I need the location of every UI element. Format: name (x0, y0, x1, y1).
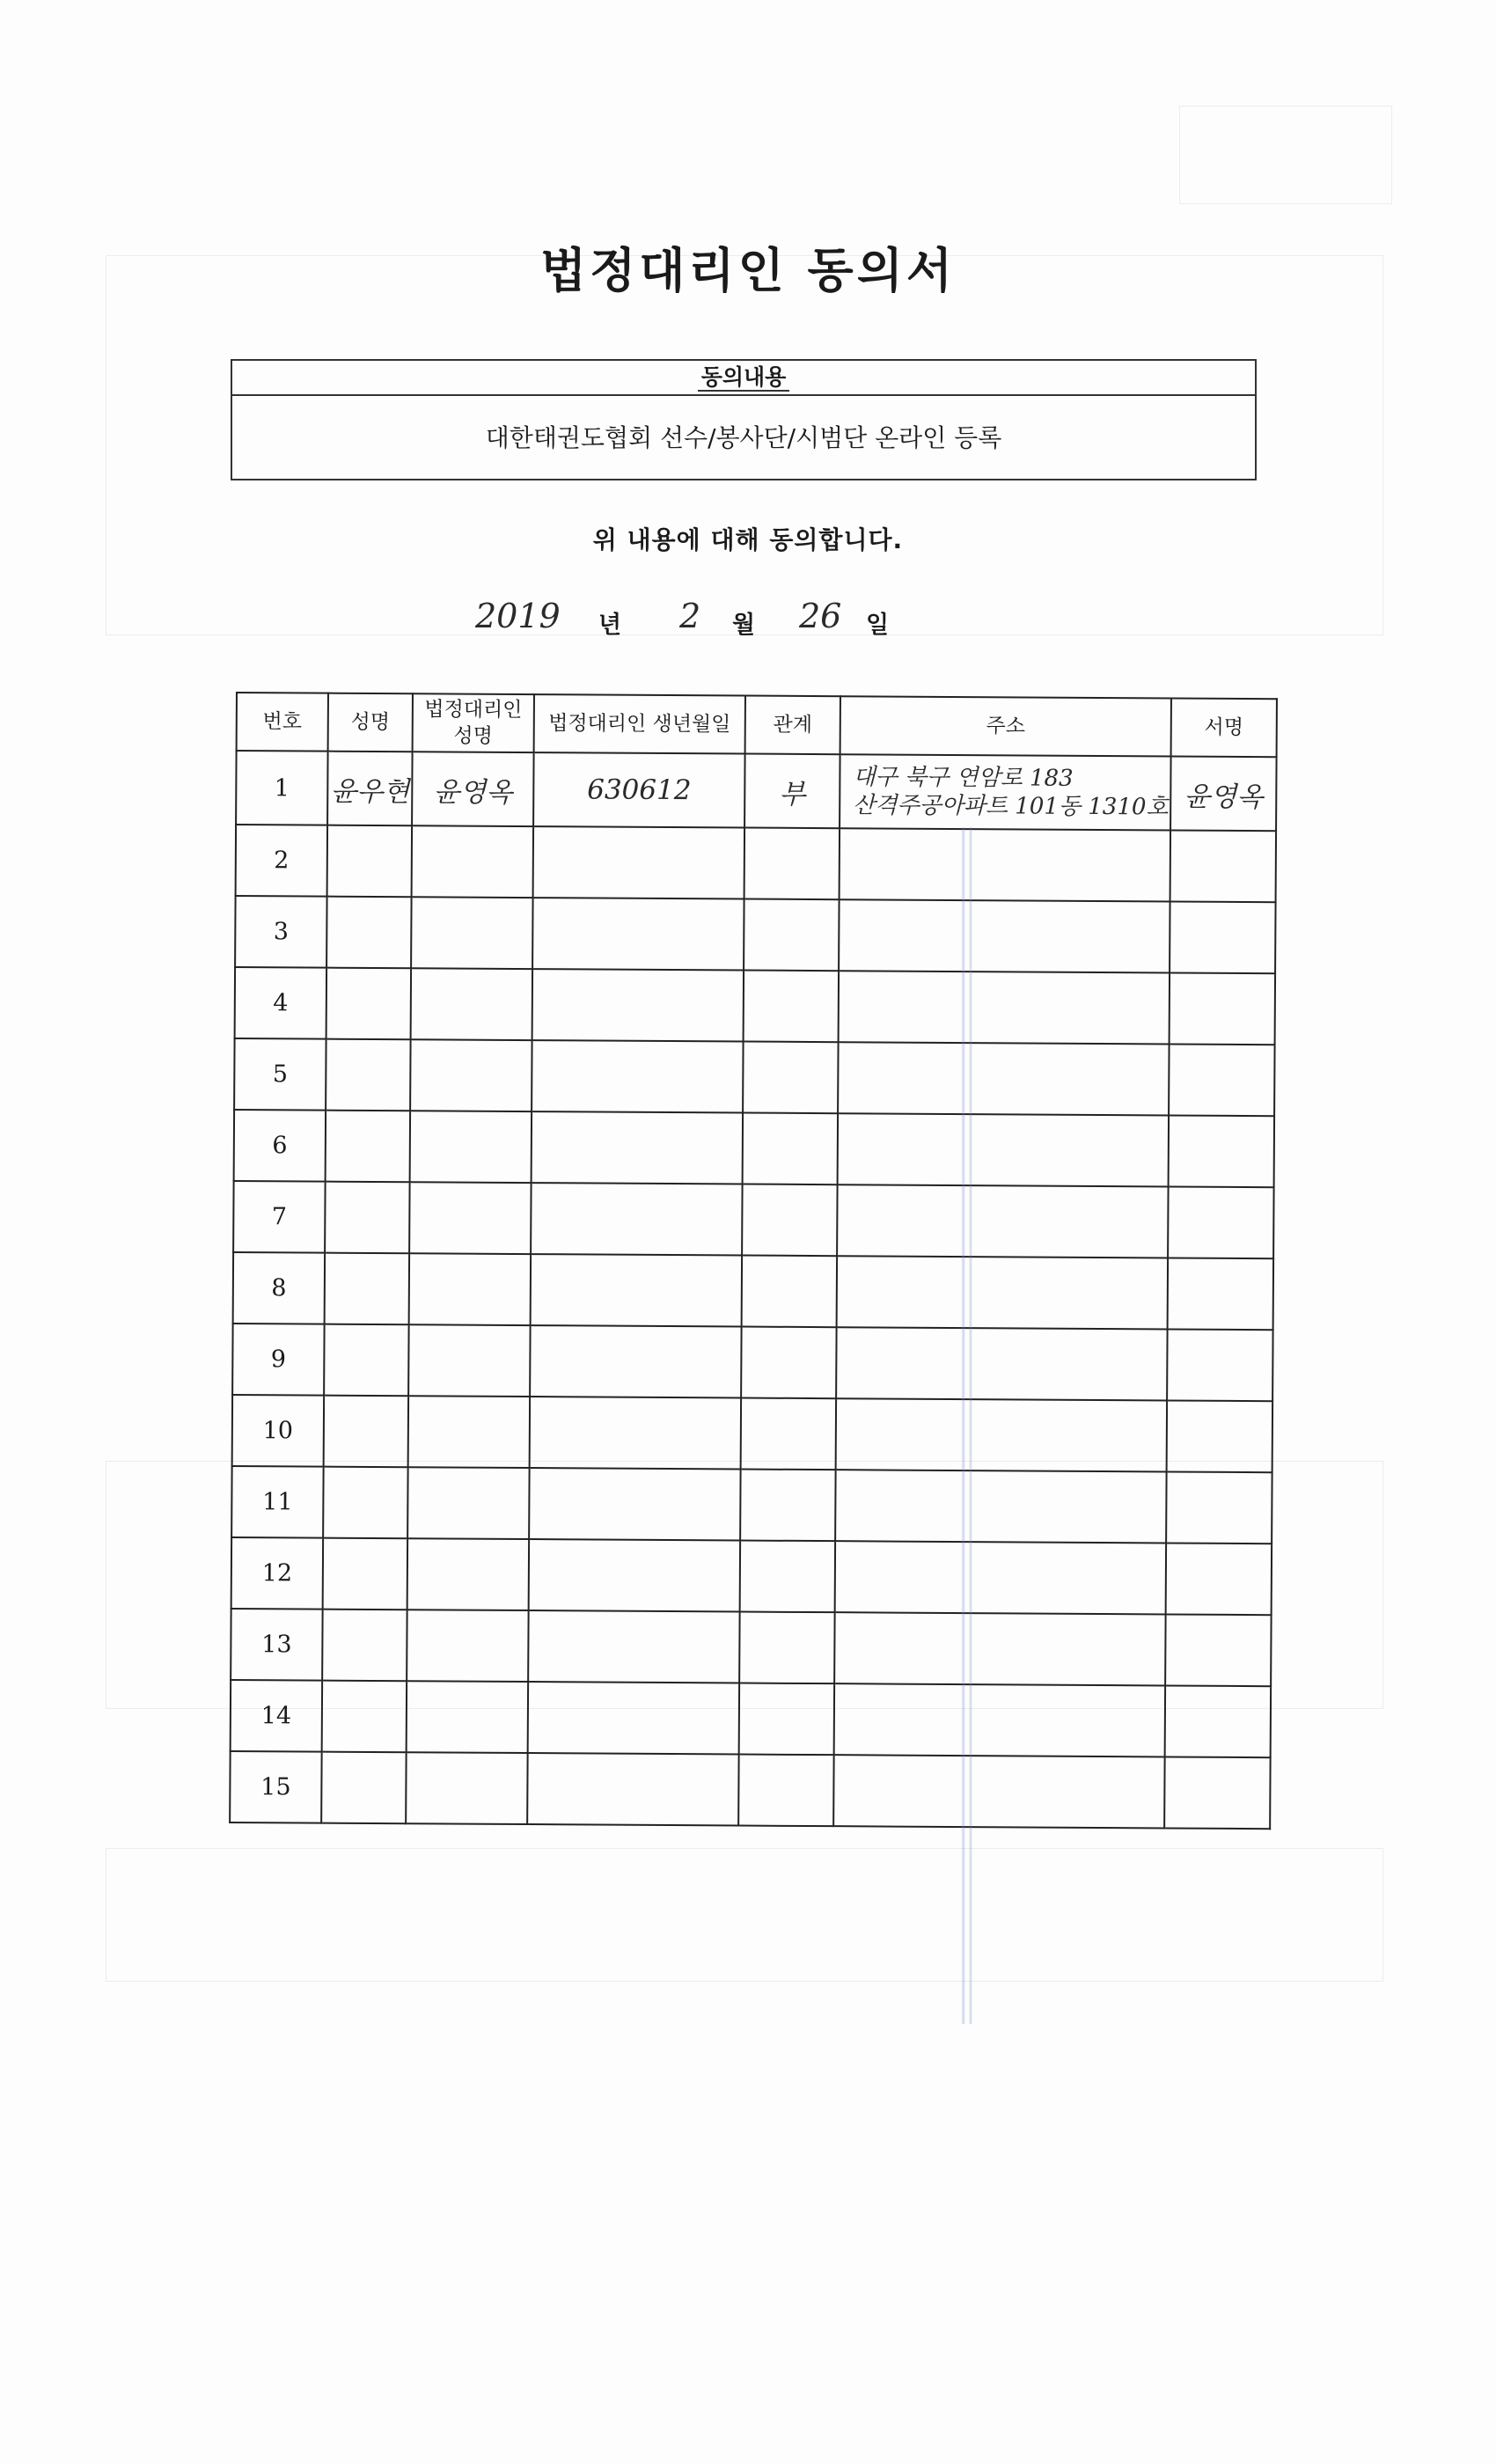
guardian-consent-table (229, 692, 1278, 1830)
row-address (834, 1612, 1165, 1685)
row-guardian-birth (529, 1468, 740, 1540)
row-relation (742, 1256, 837, 1328)
row-address (836, 1327, 1167, 1400)
header-address: 주소 (840, 696, 1171, 756)
row-relation (740, 1470, 835, 1542)
header-relation: 관계 (745, 696, 840, 755)
row-no: 6 (234, 1110, 326, 1182)
row-address (840, 828, 1170, 901)
row-name (326, 897, 411, 969)
row-signature (1169, 1115, 1274, 1187)
row-no: 2 (236, 825, 327, 897)
row-name (322, 1610, 407, 1682)
row-relation: 부 (744, 754, 840, 829)
row-no: 7 (233, 1181, 325, 1253)
row-no: 12 (231, 1537, 323, 1610)
row-address-line1: 대구 북구 연암로 183 (853, 764, 1074, 792)
row-signature (1170, 972, 1275, 1045)
row-guardian-name (407, 1610, 528, 1682)
header-signature: 서명 (1171, 698, 1277, 757)
row-address (836, 1398, 1167, 1471)
row-guardian-name (411, 968, 532, 1040)
consent-box-content: 대한태권도협회 선수/봉사단/시범단 온라인 등록 (485, 423, 1002, 452)
row-name (326, 1039, 410, 1111)
row-no: 5 (234, 1038, 326, 1111)
header-name: 성명 (328, 693, 413, 752)
row-address-line2 (849, 1363, 1166, 1365)
row-address-line1 (848, 1577, 1165, 1579)
row-signature (1164, 1756, 1270, 1829)
row-signature (1170, 901, 1275, 973)
row-guardian-name (409, 1182, 531, 1254)
row-guardian-name (407, 1467, 529, 1539)
row-address-line1 (849, 1363, 1166, 1365)
row-address-line2 (847, 1791, 1163, 1793)
row-name (323, 1538, 407, 1610)
row-signature (1170, 830, 1276, 902)
row-address-line1 (853, 864, 1170, 866)
row-guardian-birth (532, 969, 744, 1041)
row-address (835, 1470, 1166, 1543)
row-signature (1167, 1400, 1272, 1472)
date-day-handwritten: 26 (799, 597, 842, 635)
row-address-line1 (851, 1149, 1168, 1151)
consent-box-heading-text: 동의내용 (698, 364, 790, 392)
table-row (230, 1751, 1270, 1829)
row-guardian-birth (530, 1325, 741, 1397)
row-guardian-birth (532, 1040, 743, 1112)
row-name (323, 1467, 407, 1539)
consent-box-heading (232, 361, 1255, 396)
row-relation (744, 899, 839, 972)
row-relation (741, 1398, 836, 1470)
row-guardian-name (407, 1538, 529, 1610)
row-no: 10 (232, 1395, 324, 1467)
row-address-line2 (853, 864, 1170, 866)
row-no: 9 (232, 1324, 324, 1396)
table-row (233, 1252, 1273, 1330)
table-row (233, 1181, 1273, 1258)
row-address (838, 1042, 1169, 1115)
table-row (234, 1038, 1274, 1116)
row-relation (739, 1683, 834, 1756)
row-signature (1167, 1329, 1272, 1401)
table-row (236, 825, 1276, 902)
table-row (236, 751, 1276, 831)
row-address-line1 (852, 1007, 1169, 1008)
date-month-label: 월 (732, 612, 756, 639)
row-address (839, 899, 1170, 972)
row-address-line1 (847, 1720, 1164, 1721)
row-address (837, 1184, 1168, 1258)
row-guardian-name (410, 1111, 532, 1183)
row-no: 1 (236, 751, 328, 825)
row-relation (743, 1113, 838, 1185)
row-address-line2 (848, 1506, 1165, 1507)
signing-date (0, 598, 1496, 651)
row-address-line1 (852, 935, 1169, 937)
consent-content-box (231, 359, 1257, 480)
row-guardian-birth (530, 1397, 741, 1469)
row-relation (742, 1184, 837, 1257)
row-name: 윤우현 (327, 752, 413, 826)
scanner-streak (961, 827, 977, 2024)
row-signature (1166, 1471, 1272, 1544)
row-name (324, 1396, 408, 1468)
row-name (325, 1182, 409, 1254)
row-guardian-birth (529, 1539, 740, 1611)
row-guardian-name (408, 1396, 530, 1468)
document-title: 법정대리인 동의서 (539, 242, 957, 298)
row-no: 3 (235, 896, 326, 968)
row-name (326, 1111, 410, 1183)
row-address-line2: 산격주공아파트 101동 1310호 (853, 792, 1169, 821)
row-guardian-birth (528, 1682, 739, 1754)
row-address (837, 1256, 1168, 1329)
row-address-line2 (852, 935, 1169, 937)
row-address-line2 (850, 1221, 1167, 1222)
header-no: 번호 (237, 693, 328, 752)
row-signature: 윤영옥 (1170, 756, 1277, 831)
row-address-line1 (849, 1434, 1166, 1436)
row-address-line1 (847, 1648, 1164, 1650)
row-no: 14 (231, 1680, 322, 1752)
row-guardian-name: 윤영옥 (412, 752, 534, 826)
row-address (838, 1113, 1169, 1186)
row-address-line2 (847, 1720, 1164, 1721)
date-year-handwritten: 2019 (475, 597, 561, 635)
row-signature (1168, 1186, 1273, 1258)
table-row (231, 1537, 1272, 1615)
row-address-line1 (850, 1292, 1167, 1294)
table-row (231, 1680, 1271, 1757)
row-relation (741, 1327, 836, 1399)
date-year-label: 년 (598, 612, 622, 639)
row-guardian-name (412, 825, 533, 898)
row-guardian-name (406, 1752, 527, 1824)
row-signature (1166, 1543, 1272, 1615)
row-address-line1 (848, 1506, 1165, 1507)
table-row (235, 967, 1275, 1045)
row-address (833, 1755, 1164, 1828)
row-guardian-name (407, 1681, 528, 1753)
row-address (834, 1683, 1165, 1756)
row-no: 11 (231, 1466, 323, 1538)
date-day-label: 일 (866, 612, 890, 639)
row-name (326, 968, 411, 1040)
row-address-line2 (851, 1149, 1168, 1151)
row-signature (1169, 1044, 1274, 1116)
table-row (231, 1466, 1272, 1544)
row-guardian-birth (532, 1111, 743, 1184)
row-signature (1168, 1258, 1273, 1330)
row-address-line2 (851, 1078, 1168, 1080)
header-guardian-name: 법정대리인 성명 (413, 693, 534, 752)
table-row (234, 1110, 1274, 1187)
row-guardian-birth (527, 1753, 738, 1825)
scan-bleed-through (1179, 106, 1392, 204)
row-no: 8 (233, 1252, 325, 1324)
header-guardian-birth: 법정대리인 생년월일 (534, 694, 745, 753)
row-guardian-birth (531, 1183, 742, 1255)
row-guardian-birth (532, 898, 744, 970)
row-no: 4 (235, 967, 326, 1039)
table-row (231, 1609, 1271, 1686)
row-address-line2 (849, 1434, 1166, 1436)
table-row (232, 1324, 1272, 1401)
row-signature (1165, 1685, 1271, 1757)
table-header-row (237, 693, 1277, 757)
row-name (322, 1681, 407, 1753)
row-guardian-name (411, 897, 532, 969)
row-guardian-name (410, 1039, 532, 1111)
scan-bleed-through (106, 1848, 1383, 1982)
row-relation (744, 971, 839, 1043)
row-address-line2 (847, 1648, 1164, 1650)
row-name (327, 825, 412, 898)
row-address (840, 754, 1171, 830)
row-address-line2 (848, 1577, 1165, 1579)
row-address-line2 (852, 1007, 1169, 1008)
row-guardian-name (408, 1324, 530, 1397)
row-address (839, 971, 1170, 1044)
row-address-line1 (850, 1221, 1167, 1222)
row-relation (739, 1612, 834, 1684)
row-guardian-birth (528, 1610, 739, 1683)
row-no: 13 (231, 1609, 322, 1681)
row-address-line1 (847, 1791, 1163, 1793)
date-month-handwritten: 2 (679, 597, 701, 635)
row-signature (1165, 1614, 1271, 1686)
row-relation (740, 1541, 835, 1613)
row-guardian-birth (531, 1254, 742, 1326)
row-guardian-name (409, 1253, 531, 1325)
row-name (325, 1253, 409, 1325)
row-no: 15 (230, 1751, 321, 1823)
row-guardian-birth (533, 826, 744, 898)
table-row (232, 1395, 1272, 1472)
row-name (324, 1324, 408, 1397)
row-relation (743, 1042, 838, 1114)
row-relation (738, 1755, 833, 1827)
row-address-line2 (850, 1292, 1167, 1294)
row-relation (744, 828, 840, 900)
row-address-line1 (851, 1078, 1168, 1080)
row-name (321, 1752, 406, 1824)
table-row (235, 896, 1275, 973)
agreement-statement: 위 내용에 대해 동의합니다. (592, 525, 904, 554)
row-address (835, 1541, 1166, 1614)
row-guardian-birth: 630612 (533, 752, 745, 827)
